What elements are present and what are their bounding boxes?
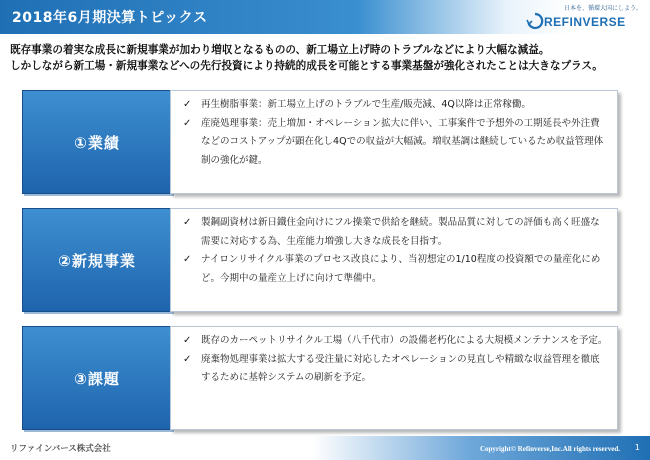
bullet-text: ナイロンリサイクル事業のプロセス改良により、当初想定の1/10程度の投資額での量産化にめど。今期中の量産立上げに向けて準備中。 (201, 254, 601, 284)
section-label: ②新規事業 (58, 251, 136, 270)
logo-tagline: 日本を、循環大国にしよう。 (563, 5, 642, 12)
check-icon: ✓ (183, 217, 192, 228)
section-label-box (22, 326, 172, 430)
check-icon: ✓ (183, 335, 192, 346)
company-logo (522, 2, 642, 32)
intro-line-1: 既存事業の着実な成長に新規事業が加わり増収となるものの、新工場立上げ時のトラブルなどにより大幅な減益。 (10, 44, 550, 56)
section-label: ③課題 (74, 369, 120, 388)
list-item (181, 351, 609, 388)
section-label-box (22, 90, 172, 194)
intro-line-2: しかしながら新工場・新規事業などへの先行投資により持続的成長を可能とする事業基盤が強化されたことは大きなプラス。 (10, 60, 603, 72)
list-item (181, 214, 609, 251)
section-performance (22, 90, 620, 194)
intro-summary (10, 42, 644, 74)
section-content (170, 90, 618, 194)
check-icon: ✓ (183, 254, 192, 265)
section-content (170, 326, 618, 430)
list-item (181, 96, 609, 115)
section-new-business (22, 208, 620, 312)
bullet-text: 既存のカーペットリサイクル工場（八千代市）の設備老朽化による大規模メンテナンスを予定。 (201, 335, 608, 346)
section-content (170, 208, 618, 312)
list-item (181, 115, 609, 171)
slide-header (0, 0, 650, 34)
list-item (181, 332, 609, 351)
bullet-text: 製鋼副資材は新日鐵住金向けにフル操業で供給を継続。製品品質に対しての評価も高く旺盛な需要に対応する為、生産能力増強し大きな成長を目指す。 (201, 217, 600, 247)
page-number: 1 (634, 443, 640, 452)
section-label: ①業績 (74, 133, 120, 152)
bullet-text: 廃棄物処理事業は拡大する受注量に対応したオペレーションの見直しや精緻な収益管理を徹底するために基幹システムの刷新を予定。 (201, 353, 600, 383)
footer-company-name: リファインバース株式会社 (10, 444, 111, 454)
logo-wordmark: REFINVERSE (544, 15, 626, 29)
bullet-text: 産廃処理事業：売上増加・オペレーション拡大に伴い、工事案件で予想外の工期延長や外注費などのコストアップが顕在化し4Qでの収益が大幅減。増収基調は継続しているため収益管理体制の強化が鍵。 (201, 117, 604, 166)
list-item (181, 251, 609, 288)
bullet-text: 再生樹脂事業：新工場立上げのトラブルで生産/販売減、4Q以降は正常稼働。 (201, 99, 531, 110)
footer-copyright: Copyright© Refinverse,Inc.All rights reserved. (479, 445, 620, 453)
slide-title: 2018年6月期決算トピックス (12, 10, 208, 26)
check-icon: ✓ (183, 117, 192, 129)
section-issues (22, 326, 620, 430)
check-icon: ✓ (183, 353, 192, 365)
section-label-box (22, 208, 172, 312)
check-icon: ✓ (183, 99, 192, 110)
refinverse-logo-mark-icon (526, 12, 544, 30)
